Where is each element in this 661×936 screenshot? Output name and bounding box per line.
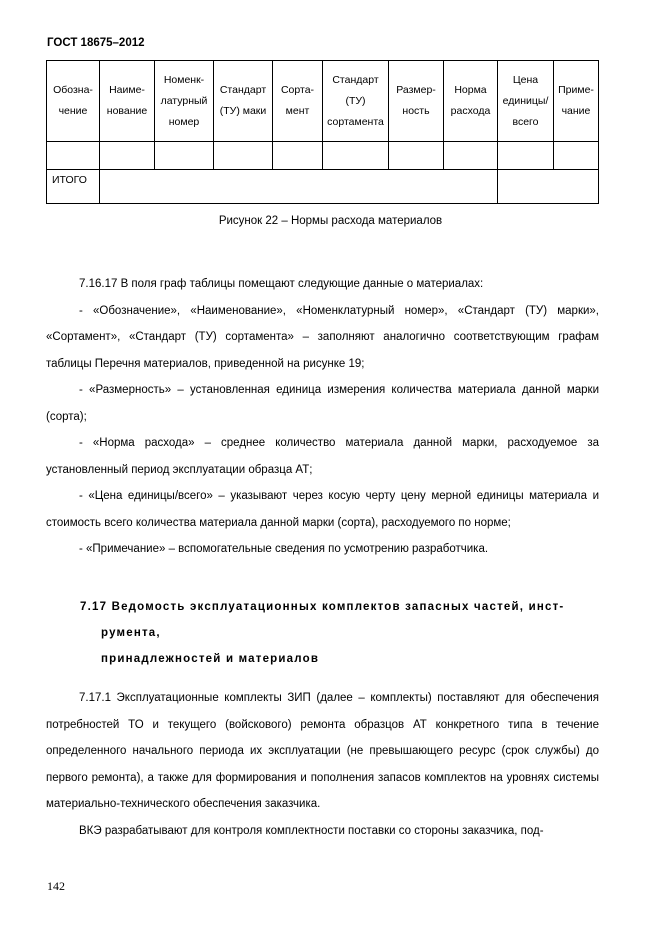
col-note-header: Приме- чание [554,61,599,142]
paragraph: - «Размерность» – установленная единица измерения количества материала данной марки (сорта); [46,384,599,423]
section-heading-7-17 [80,594,600,672]
col-name-header: Наиме- нование [100,61,155,142]
heading-line: румента, [101,627,161,639]
col-dimension-header: Размер- ность [389,61,444,142]
total-label: ИТОГО [47,170,100,204]
page-number: 142 [47,879,65,893]
col-nomenclature-header: Номенк- латурный номер [155,61,214,142]
materials-norms-table [46,60,599,204]
heading-line: 7.17 Ведомость эксплуатационных комплектов запасных частей, инст- [80,601,565,613]
col-designation-header: Обозна- чение [47,61,100,142]
col-price-header: Цена единицы/ всего [498,61,554,142]
col-grade-standard-header: Стандарт (ТУ) маки [214,61,273,142]
table-total-row [47,170,599,204]
table-header-row [47,61,599,142]
col-assortment-standard-header: Стандарт (ТУ) сортамента [323,61,389,142]
heading-line: принадлежностей и материалов [101,653,320,665]
paragraph: - «Обозначение», «Наименование», «Номенклатурный номер», «Стандарт (ТУ) марки», «Сортамент», «Стандарт (ТУ) сортамента» – заполняют аналогично соответствующим графам таблицы Перечня материалов, приведенной на рисунке 19; [46,304,599,370]
col-consumption-norm-header: Норма расхода [444,61,498,142]
total-price-cell [498,170,599,204]
table-row [47,142,599,170]
paragraph: ВКЭ разрабатывают для контроля комплектности поставки со стороны заказчика, под- [79,824,544,837]
document-header: ГОСТ 18675–2012 [47,37,145,49]
paragraph: - «Примечание» – вспомогательные сведения по усмотрению разработчика. [79,543,489,555]
total-merged-cell [100,170,498,204]
section-7-16-17 [46,271,599,563]
paragraph: - «Норма расхода» – среднее количество материала данной марки, расходуемое за установленный период эксплуатации образца АТ; [46,437,599,476]
paragraph: - «Цена единицы/всего» – указывают через косую черту цену мерной единицы материала и стоимость всего количества материала данной марки (сорта), расходуемого по норме; [46,490,599,529]
paragraph: 7.17.1 Эксплуатационные комплекты ЗИП (далее – комплекты) поставляют для обеспечения потребностей ТО и текущего (войскового) ремонта образцов АТ конкретного типа в течение определенного начального периода их эксплуатации (не превышающего ресурс (срок службы) до первого ремонта), а также для формирования и пополнения запасов комплектов на уровнях системы материально-технического обеспечения заказчика. [46,692,599,810]
section-7-17-1 [46,685,599,844]
col-assortment-header: Сорта- мент [273,61,323,142]
figure-caption: Рисунок 22 – Нормы расхода материалов [218,215,443,227]
paragraph: 7.16.17 В поля граф таблицы помещают следующие данные о материалах: [79,278,484,290]
